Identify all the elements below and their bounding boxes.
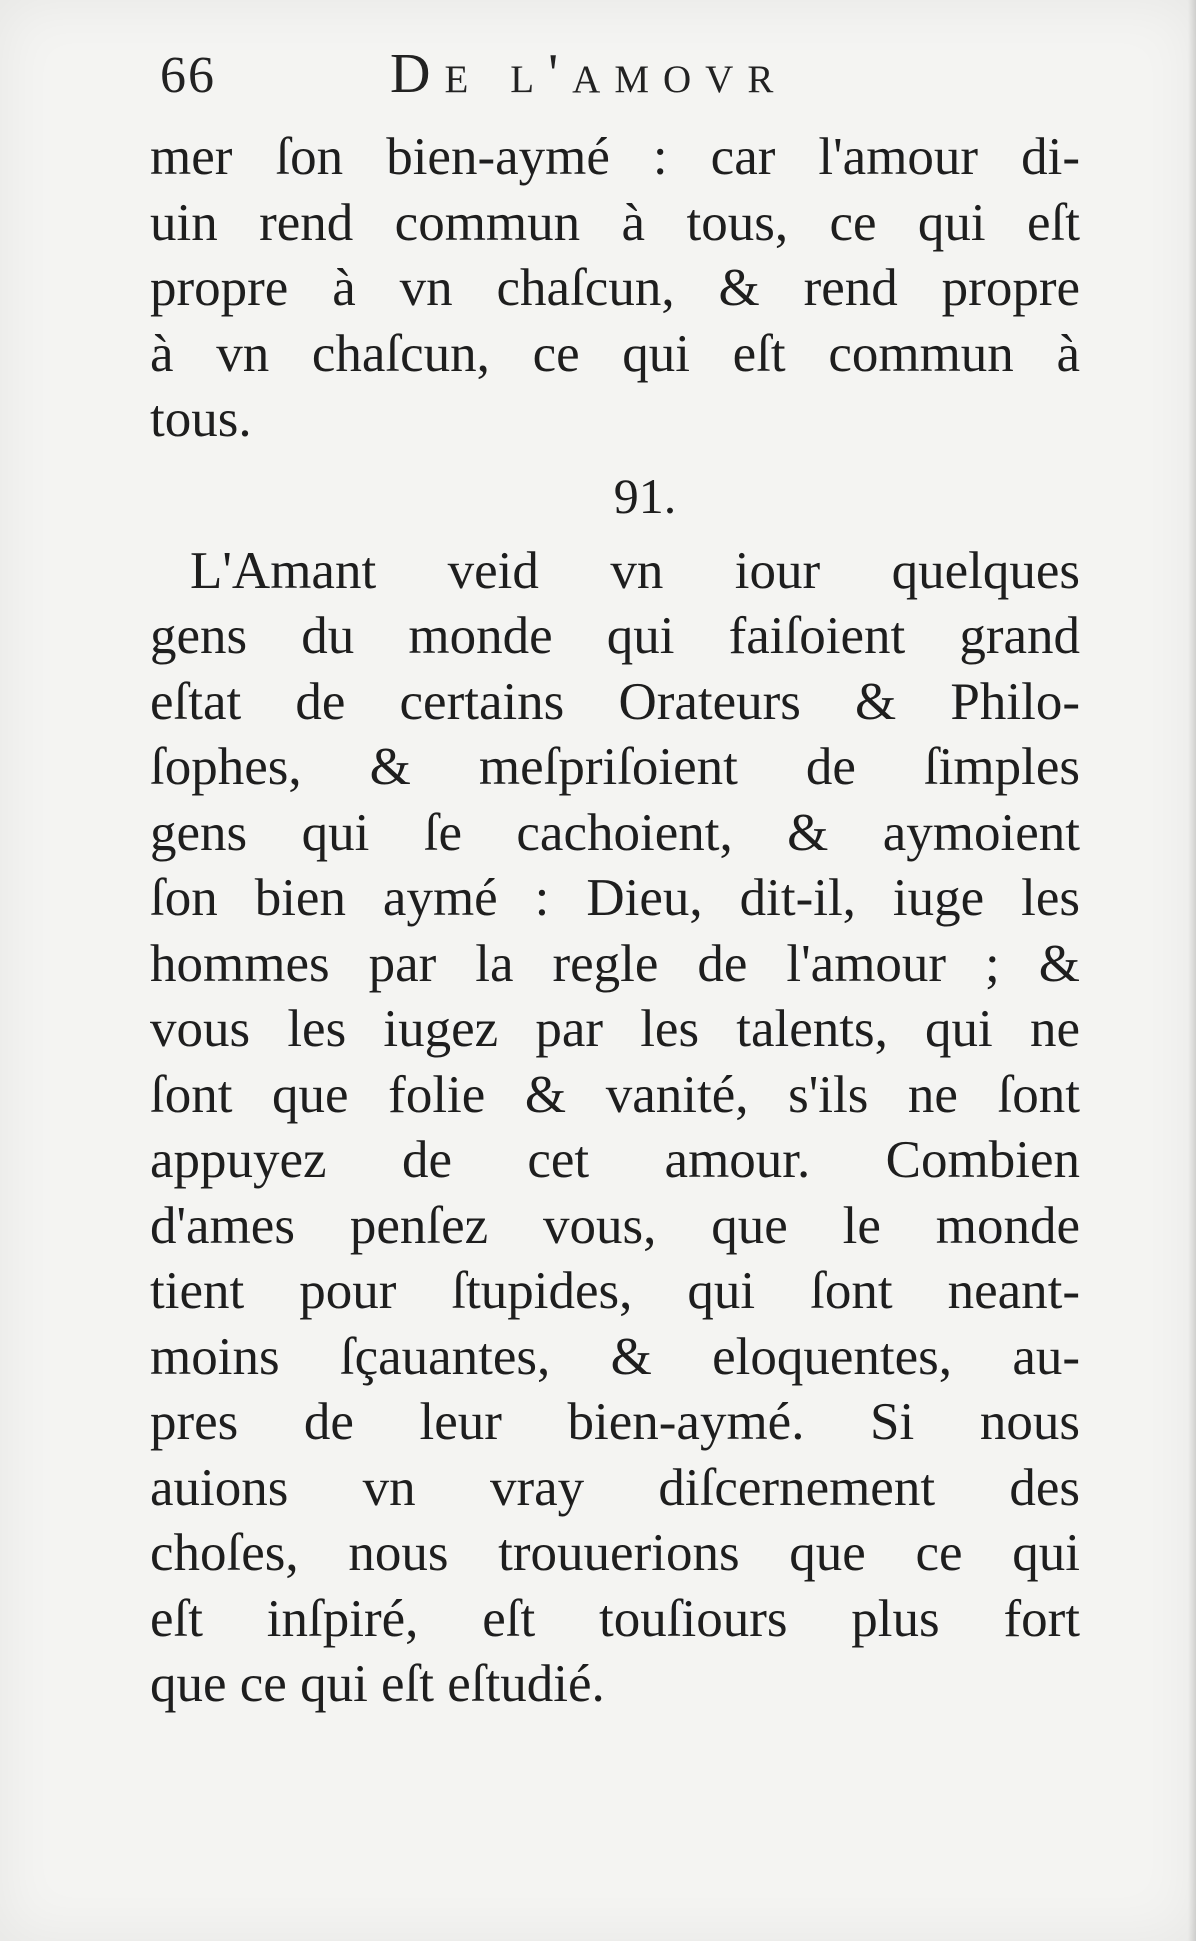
text-line: ſophes, & meſpriſoient de ſimples — [150, 738, 1080, 796]
text-line: d'ames penſez vous, que le monde — [150, 1196, 1080, 1255]
text-line: ſont que folie & vanité, s'ils ne ſont — [150, 1065, 1080, 1124]
text-line: hommes par la regle de l'amour ; & — [150, 934, 1080, 993]
page-header — [160, 40, 1080, 120]
text-line: que ce qui eſt eſtudié. — [150, 1655, 605, 1713]
text-line: eſtat de certains Orateurs & Philo- — [150, 672, 1080, 731]
paragraph-number: 91. — [613, 467, 677, 524]
text-line: pres de leur bien-aymé. Si nous — [150, 1393, 1080, 1451]
text-line: auions vn vray diſcernement des — [150, 1458, 1080, 1517]
text-line: eſt inſpiré, eſt touſiours plus fort — [150, 1589, 1080, 1648]
text-line: mer ſon bien-aymé : car l'amour di- — [150, 128, 1080, 186]
text-line: gens qui ſe cachoient, & aymoient — [150, 803, 1080, 862]
text-line: gens du monde qui faiſoient grand — [150, 607, 1080, 665]
text-line: appuyez de cet amour. Combien — [150, 1131, 1080, 1189]
page-number: 66 — [160, 47, 216, 104]
page-edge-shadow — [1188, 0, 1196, 1941]
text-line: tient pour ſtupides, qui ſont neant- — [150, 1262, 1080, 1320]
text-line: à vn chaſcun, ce qui eſt commun à — [150, 324, 1080, 383]
text-line: tous. — [150, 390, 252, 448]
text-line: vous les iugez par les talents, qui ne — [150, 1000, 1080, 1058]
running-title: De l'amovr — [390, 43, 788, 105]
text-line: uin rend commun à tous, ce qui eſt — [150, 193, 1080, 252]
text-line: moins ſçauantes, & eloquentes, au- — [150, 1327, 1080, 1386]
text-line: choſes, nous trouuerions que ce qui — [150, 1524, 1080, 1582]
text-line: ſon bien aymé : Dieu, dit-il, iuge les — [150, 869, 1080, 927]
main-text — [150, 125, 1080, 1718]
text-line: propre à vn chaſcun, & rend propre — [150, 259, 1080, 317]
text-line: L'Amant veid vn iour quelques — [190, 541, 1080, 600]
